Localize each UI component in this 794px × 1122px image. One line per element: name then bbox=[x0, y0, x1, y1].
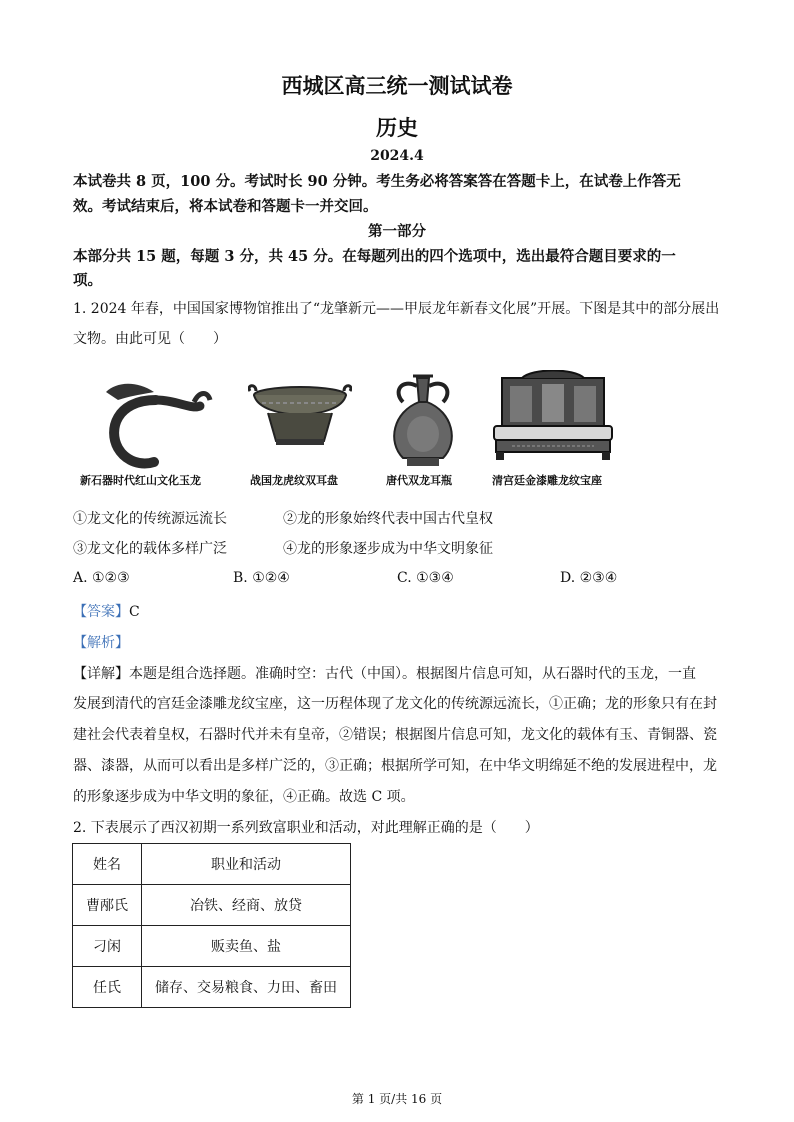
jade-dragon-image bbox=[96, 370, 216, 470]
part-description-line-1: 本部分共 15 题，每题 3 分，共 45 分。在每题列出的四个选项中，选出最符合题目要求的一 bbox=[73, 248, 676, 265]
dragon-vase-image bbox=[383, 372, 463, 472]
table-header-row bbox=[73, 844, 351, 885]
answer-line bbox=[73, 601, 140, 621]
q2-table bbox=[72, 843, 351, 1008]
bronze-plate-image bbox=[248, 383, 352, 453]
table-cell: 贩卖鱼、盐 bbox=[142, 926, 351, 967]
figure-caption: 清宫廷金漆雕龙纹宝座 bbox=[492, 474, 602, 487]
detail-line: 的形象逐步成为中华文明的象征，④正确。故选 C 项。 bbox=[73, 789, 415, 805]
choice-option: D. ②③④ bbox=[560, 570, 618, 586]
table-header-cell: 职业和活动 bbox=[142, 844, 351, 885]
choice-option: B. ①②④ bbox=[233, 570, 290, 586]
table-cell: 冶铁、经商、放贷 bbox=[142, 885, 351, 926]
table-cell: 刁闲 bbox=[73, 926, 142, 967]
statement: ③龙文化的载体多样广泛 bbox=[73, 541, 227, 557]
table-cell: 任氏 bbox=[73, 967, 142, 1008]
table-cell: 储存、交易粮食、力田、畜田 bbox=[142, 967, 351, 1008]
exam-date: 2024.4 bbox=[370, 148, 424, 164]
table-row bbox=[73, 926, 351, 967]
throne-image bbox=[492, 370, 614, 462]
statement: ②龙的形象始终代表中国古代皇权 bbox=[283, 511, 493, 527]
part-heading: 第一部分 bbox=[368, 223, 426, 240]
q1-stem-line-2: 文物。由此可见（ ） bbox=[73, 331, 227, 347]
analysis-label: 【解析】 bbox=[73, 635, 129, 651]
statement: ④龙的形象逐步成为中华文明象征 bbox=[283, 541, 493, 557]
table-header-cell: 姓名 bbox=[73, 844, 142, 885]
choice-option: A. ①②③ bbox=[73, 570, 130, 586]
table-row bbox=[73, 967, 351, 1008]
subject-title: 历史 bbox=[376, 115, 418, 140]
answer-label: 【答案】 bbox=[73, 604, 129, 620]
page-footer: 第 1 页/共 16 页 bbox=[351, 1092, 443, 1106]
table-cell: 曹邴氏 bbox=[73, 885, 142, 926]
detail-line: 建社会代表着皇权，石器时代并未有皇帝，②错误；根据图片信息可知，龙文化的载体有玉、青铜器、瓷 bbox=[73, 727, 717, 743]
choice-option: C. ①③④ bbox=[397, 570, 454, 586]
instructions-line-2: 效。考试结束后，将本试卷和答题卡一并交回。 bbox=[73, 198, 378, 215]
instructions-line-1: 本试卷共 8 页，100 分。考试时长 90 分钟。考生务必将答案答在答题卡上，在试卷上作答无 bbox=[73, 173, 681, 190]
figure-caption: 唐代双龙耳瓶 bbox=[386, 474, 452, 487]
figure-caption: 新石器时代红山文化玉龙 bbox=[80, 474, 201, 487]
part-description-line-2: 项。 bbox=[73, 272, 102, 289]
figure-caption: 战国龙虎纹双耳盘 bbox=[250, 474, 338, 487]
exam-title: 西城区高三统一测试试卷 bbox=[281, 73, 513, 98]
detail-line: 发展到清代的宫廷金漆雕龙纹宝座，这一历程体现了龙文化的传统源远流长，①正确；龙的形象只有在封 bbox=[73, 696, 717, 712]
answer-value: C bbox=[129, 604, 140, 620]
detail-line: 【详解】本题是组合选择题。准确时空：古代（中国）。根据图片信息可知，从石器时代的玉龙，一直 bbox=[73, 666, 696, 682]
q1-stem-line-1: 1. 2024 年春，中国国家博物馆推出了“龙肇新元——甲辰龙年新春文化展”开展。下图是其中的部分展出 bbox=[73, 301, 720, 317]
table-row bbox=[73, 885, 351, 926]
q2-stem: 2. 下表展示了西汉初期一系列致富职业和活动，对此理解正确的是（ ） bbox=[73, 820, 539, 836]
detail-line: 器、漆器，从而可以看出是多样广泛的，③正确；根据所学可知，在中华文明绵延不绝的发展进程中，龙 bbox=[73, 758, 717, 774]
statement: ①龙文化的传统源远流长 bbox=[73, 511, 227, 527]
